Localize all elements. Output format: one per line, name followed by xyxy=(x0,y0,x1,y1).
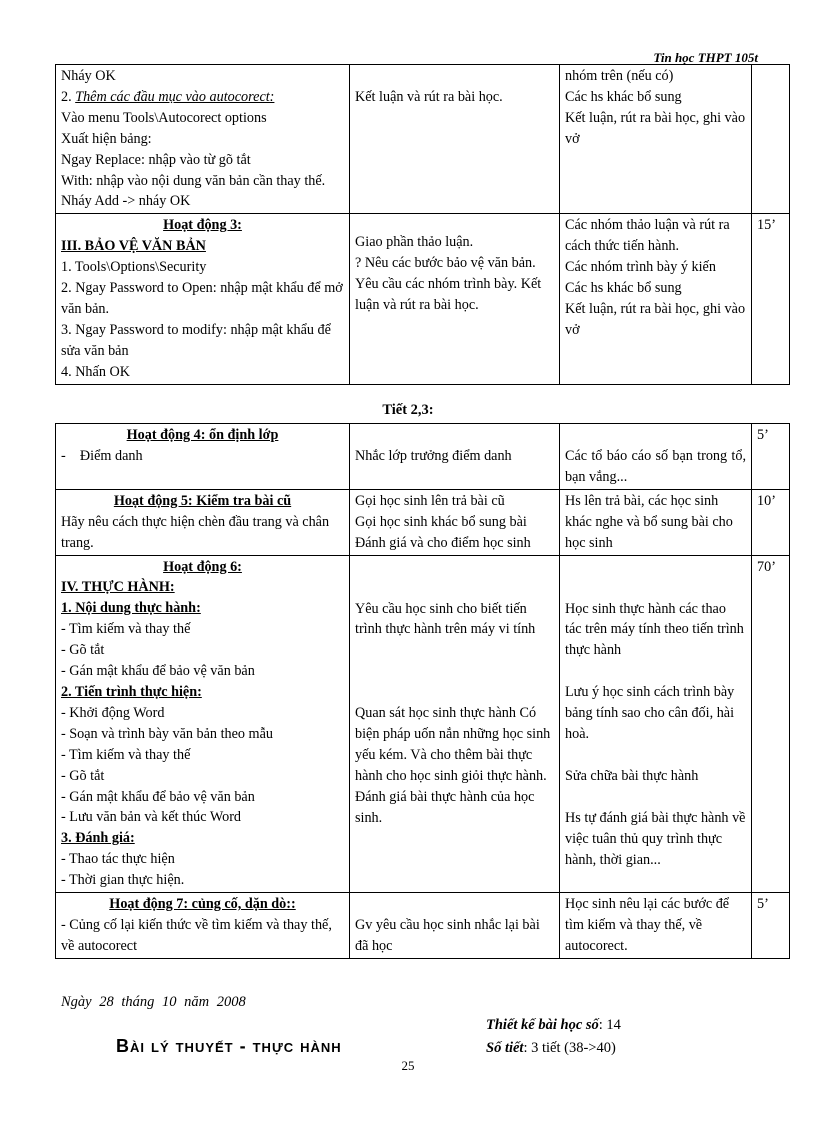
cell-text: - Củng cố lại kiến thức về tìm kiếm và thay thế, về autocorect xyxy=(61,916,332,954)
teacher-cell xyxy=(350,893,560,959)
section-title: IV. THỰC HÀNH: xyxy=(61,579,175,596)
cell-text: Kết luận, rút ra bài học, ghi vào vở xyxy=(565,109,746,147)
periods-label: Số tiết xyxy=(486,1040,524,1056)
activity-heading: Hoạt động 6: xyxy=(163,558,242,575)
cell-text: Yêu cầu học sinh cho biết tiến trình thực hành trên máy vi tính xyxy=(355,600,536,638)
teacher-cell xyxy=(350,555,560,893)
list-item: - Gõ tắt xyxy=(61,767,105,784)
teacher-cell xyxy=(350,65,560,214)
content-cell xyxy=(56,893,350,959)
cell-text: nhóm trên (nếu có) xyxy=(565,68,674,84)
time-cell xyxy=(752,65,790,214)
list-item: - Tìm kiếm và thay thế xyxy=(61,746,191,763)
student-cell xyxy=(560,424,752,490)
lesson-title: Bài lý thuyết - thực hành xyxy=(116,1036,342,1056)
lesson-table-2 xyxy=(55,423,790,959)
teacher-cell xyxy=(350,214,560,384)
page-header: Tin học THPT 105t xyxy=(653,50,758,65)
list-item: - Tìm kiếm và thay thế xyxy=(61,621,191,638)
list-item: - Gán mật khẩu để bảo vệ văn bản xyxy=(61,788,255,805)
lesson-info xyxy=(486,1014,621,1060)
activity-heading: Hoạt động 3: xyxy=(163,217,242,234)
date-line: Ngày 28 tháng 10 năm 2008 xyxy=(61,994,246,1010)
cell-text: Lưu ý học sinh cách trình bày bảng tính sao cho cân đối, hài hoà. xyxy=(565,684,735,743)
list-item: - Gõ tắt xyxy=(61,642,105,659)
cell-text: Học sinh thực hành các thao tác trên máy tính theo tiến trình thực hành xyxy=(565,600,744,659)
cell-text: Quan sát học sinh thực hành Có biện pháp uốn nắn những học sinh yếu kém. Và cho thêm bài thực hành cho học sinh giỏi thực hành. Đánh giá bài thực hành của học sinh. xyxy=(355,705,551,826)
list-item: - Thời gian thực hiện. xyxy=(61,872,185,889)
cell-text: Giao phần thảo luận. xyxy=(355,234,474,251)
content-cell xyxy=(56,424,350,490)
list-item: - Soạn và trình bày văn bản theo mẫu xyxy=(61,725,273,742)
subheading: Thêm các đầu mục vào autocorect: xyxy=(75,88,275,105)
student-cell xyxy=(560,555,752,893)
activity-heading: Hoạt động 5: Kiểm tra bài cũ xyxy=(113,492,292,509)
list-item: - Điểm danh xyxy=(61,447,143,464)
list-item: 1. Tools\Options\Security xyxy=(61,259,207,276)
list-item: Nháy Add -> nháy OK xyxy=(61,193,191,210)
cell-text: Gv yêu cầu học sinh nhắc lại bài đã học xyxy=(355,917,540,954)
list-item: Xuất hiện bảng: xyxy=(61,130,152,147)
list-item: - Gán mật khẩu để bảo vệ văn bản xyxy=(61,663,255,680)
list-item: Ngay Replace: nhập vào từ gõ tắt xyxy=(61,151,251,168)
cell-text: Các hs khác bổ sung xyxy=(565,280,682,297)
design-line xyxy=(486,1014,621,1037)
content-cell xyxy=(56,555,350,893)
cell-text: Các tổ báo cáo số bạn trong tổ, bạn vắng... xyxy=(565,448,746,485)
list-item: With: nhập vào nội dung văn bản cần thay thế. xyxy=(61,172,326,189)
table-row xyxy=(56,555,790,893)
cell-text: Sửa chữa bài thực hành xyxy=(565,767,699,784)
time-cell: 10’ xyxy=(752,489,790,555)
content-cell xyxy=(56,65,350,214)
cell-text: Đánh giá và cho điểm học sinh xyxy=(355,534,531,551)
table-row xyxy=(56,65,790,214)
student-cell xyxy=(560,489,752,555)
list-item: Nháy OK xyxy=(61,68,116,84)
list-item: - Thao tác thực hiện xyxy=(61,851,175,868)
lesson-table-1 xyxy=(55,64,790,385)
time-cell: 70’ xyxy=(752,555,790,893)
cell-text: Hs tự đánh giá bài thực hành về việc tuân thủ quy trình thực hành, thời gian... xyxy=(565,809,746,868)
table-row xyxy=(56,893,790,959)
teacher-cell xyxy=(350,489,560,555)
cell-text: ? Nêu các bước bảo vệ văn bản. xyxy=(355,255,536,272)
content-cell xyxy=(56,214,350,384)
design-label: Thiết kế bài học số xyxy=(486,1017,599,1033)
cell-text: Gọi học sinh khác bổ sung bài xyxy=(355,513,527,530)
time-cell: 5’ xyxy=(752,893,790,959)
list-item: Vào menu Tools\Autocorect options xyxy=(61,109,267,126)
period-label: Tiết 2,3: xyxy=(382,402,434,418)
cell-text: Kết luận, rút ra bài học, ghi vào vở xyxy=(565,300,746,338)
periods-line xyxy=(486,1037,621,1060)
teacher-cell xyxy=(350,424,560,490)
activity-heading: Hoạt động 7: củng cố, dặn dò:: xyxy=(109,896,296,913)
table-row xyxy=(56,424,790,490)
list-item: 2. Ngay Password to Open: nhập mật khẩu để mở văn bản. xyxy=(61,280,343,317)
student-cell xyxy=(560,65,752,214)
periods-value: : 3 tiết (38->40) xyxy=(523,1040,616,1056)
subheading: 2. Tiến trình thực hiện: xyxy=(61,683,202,700)
list-item: - Lưu văn bản và kết thúc Word xyxy=(61,809,242,826)
cell-text: Hãy nêu cách thực hiện chèn đầu trang và chân trang. xyxy=(61,513,330,551)
list-item: - Khởi động Word xyxy=(61,704,165,721)
cell-text: Học sinh nêu lại các bước để tìm kiếm và thay thế, về autocorect. xyxy=(565,896,730,954)
page-number: 25 xyxy=(401,1058,415,1073)
cell-text: Gọi học sinh lên trả bài cũ xyxy=(355,492,505,509)
cell-text: Các nhóm trình bày ý kiến xyxy=(565,259,716,276)
time-cell: 5’ xyxy=(752,424,790,490)
time-cell: 15’ xyxy=(752,214,790,384)
table-row xyxy=(56,489,790,555)
content-cell xyxy=(56,489,350,555)
list-item: 3. Ngay Password to modify: nhập mật khẩu để sửa văn bản xyxy=(61,321,331,359)
cell-text: Yêu cầu các nhóm trình bày. Kết luận và rút ra bài học. xyxy=(355,276,542,314)
cell-text: Các nhóm thảo luận và rút ra cách thức tiến hành. xyxy=(565,217,730,255)
student-cell xyxy=(560,893,752,959)
student-cell xyxy=(560,214,752,384)
subheading: 3. Đánh giá: xyxy=(61,830,135,847)
table-row xyxy=(56,214,790,384)
cell-text: Các hs khác bổ sung xyxy=(565,88,682,105)
activity-heading: Hoạt động 4: ổn định lớp xyxy=(126,427,279,443)
cell-text: Nhắc lớp trưởng điểm danh xyxy=(355,448,512,464)
subheading: 1. Nội dung thực hành: xyxy=(61,600,201,617)
list-item: 4. Nhấn OK xyxy=(61,363,130,380)
design-value: : 14 xyxy=(598,1017,621,1033)
section-title: III. BẢO VỆ VĂN BẢN xyxy=(61,238,206,255)
cell-text: Hs lên trả bài, các học sinh khác nghe và bổ sung bài cho học sinh xyxy=(565,492,733,551)
cell-text: Kết luận và rút ra bài học. xyxy=(355,89,503,105)
list-item: 2. Thêm các đầu mục vào autocorect: xyxy=(61,88,275,105)
